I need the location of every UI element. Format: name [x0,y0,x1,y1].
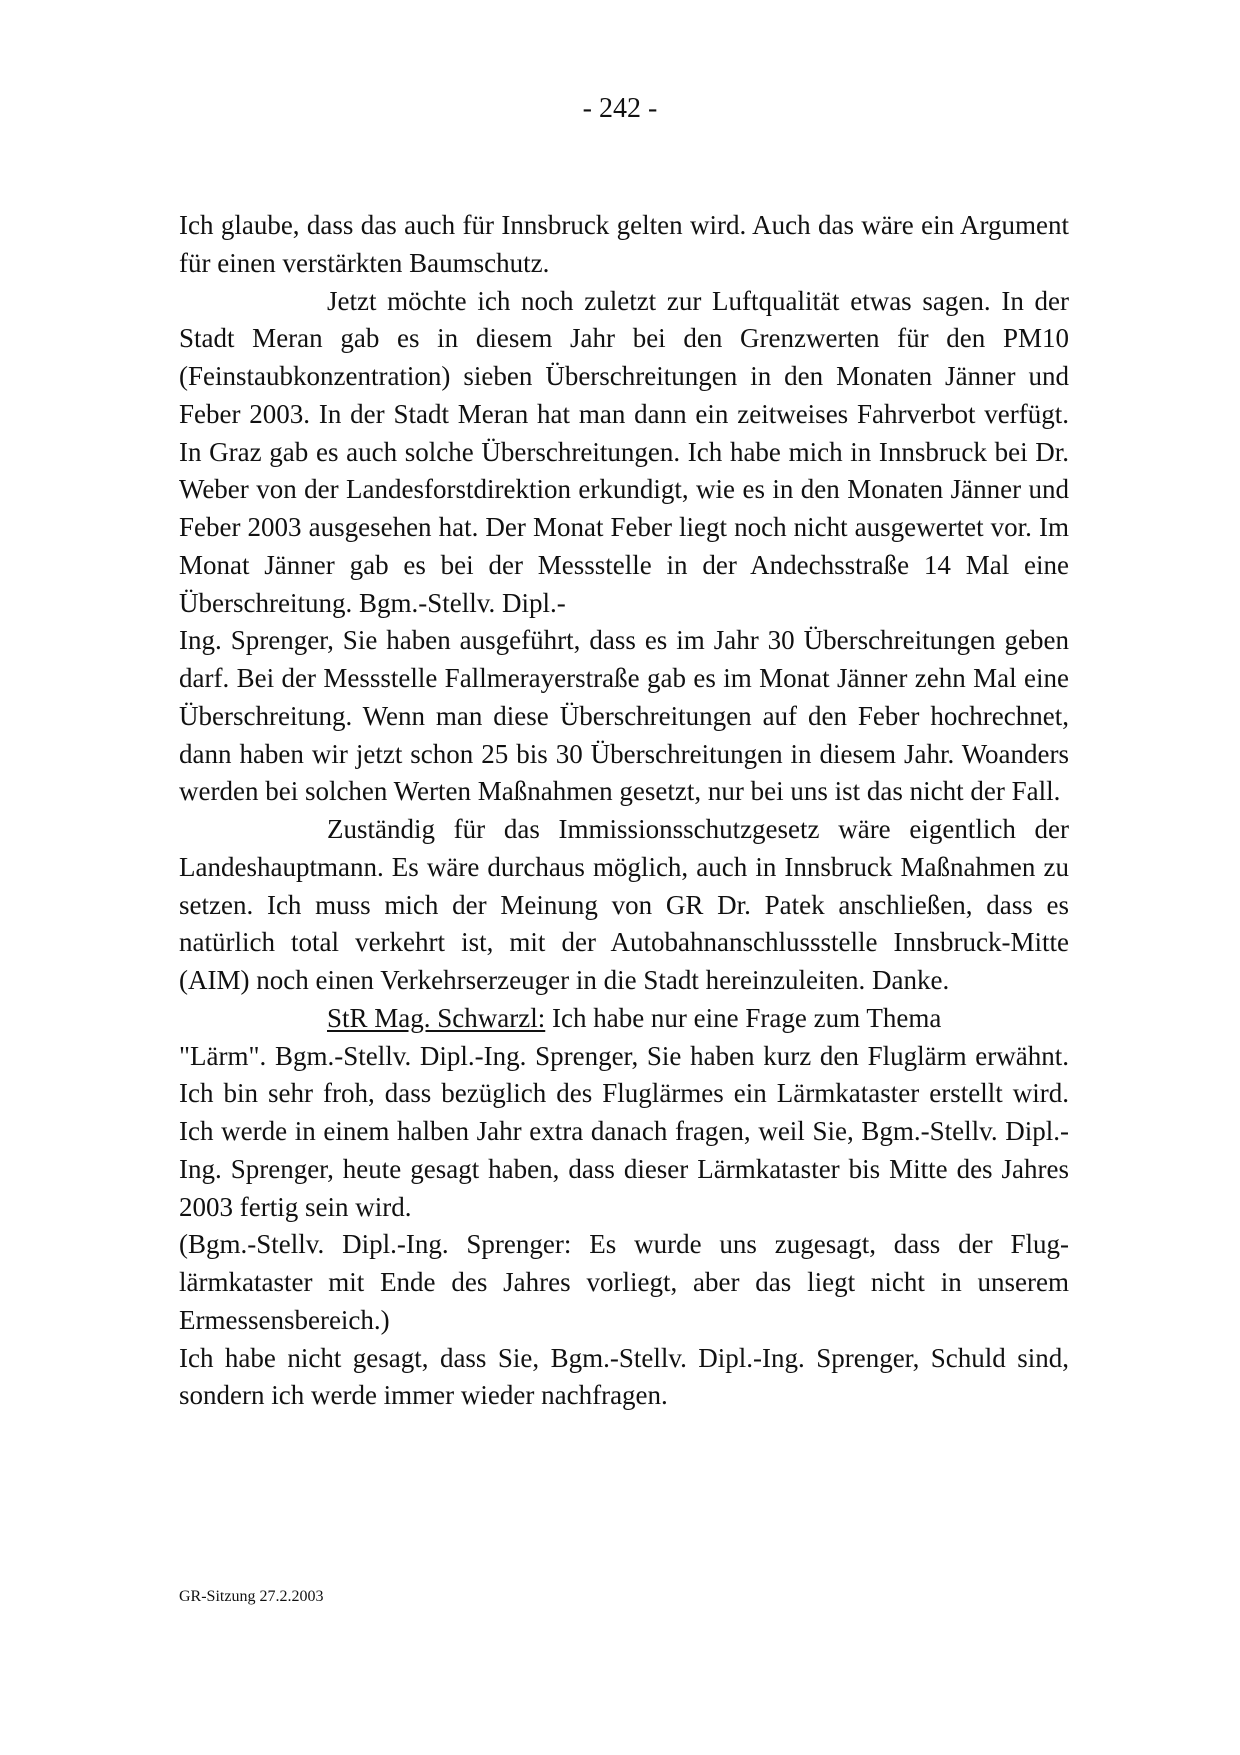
document-body [179,207,1069,1415]
speaker-name: StR Mag. Schwarzl: [327,1002,546,1033]
paragraph-ueberschreitungen: Ing. Sprenger, Sie haben ausgeführt, dass es im Jahr 30 Überschreitungen geben darf. Bei der Messstelle Fallmerayerstraße gab es im Monat Jänner zehn Mal eine Überschreitung. Wenn man diese Überschreitungen auf den Feber hochrechnet, dann haben wir jetzt schon 25 bis 30 Überschreitungen in diesem Jahr. Woanders werden bei solchen Werten Maßnahmen gesetzt, nur bei uns ist das nicht der Fall. [179,625,1069,807]
speaker-intro-text: Ich habe nur eine Frage zum Thema [545,1002,942,1033]
paragraph-laerm: "Lärm". Bgm.-Stellv. Dipl.-Ing. Sprenger, Sie haben kurz den Fluglärm erwähnt. Ich bin sehr froh, dass bezüglich des Fluglärmes ein Lärmkataster erstellt wird. Ich werde in einem halben Jahr extra danach fragen, weil Sie, Bgm.-Stellv. Dipl.-Ing. Sprenger, heute gesagt haben, dass dieser Lärmkataster bis Mitte des Jahres 2003 fertig sein wird. [179,1040,1069,1222]
paragraph-baumschutz: Ich glaube, dass das auch für Innsbruck gelten wird. Auch das wäre ein Argument für einen verstärkten Baumschutz. [179,210,1069,278]
paragraph-luftqualitaet: Jetzt möchte ich noch zuletzt zur Luftqualität etwas sagen. In der Stadt Meran gab es in diesem Jahr bei den Grenzwerten für den PM10 (Feinstaubkonzentration) sieben Überschreitungen in den Monaten Jänner und Feber 2003. In der Stadt Meran hat man dann ein zeitweises Fahrverbot verfügt. In Graz gab es auch solche Überschreitungen. Ich habe mich in Innsbruck bei Dr. Weber von der Landesforstdirektion erkundigt, wie es in den Monaten Jänner und Feber 2003 ausgesehen hat. Der Monat Feber liegt noch nicht ausgewertet vor. Im Monat Jänner gab es bei der Messstelle in der Andechsstraße 14 Mal eine Überschreitung. Bgm.-Stellv. Dipl.- [179,285,1069,618]
paragraph-speaker-intro [179,1000,1069,1038]
paragraph-immissionsschutz: Zuständig für das Immissionsschutzgesetz wäre eigentlich der Landeshauptmann. Es wäre durchaus möglich, auch in Innsbruck Maßnahmen zu setzen. Ich muss mich der Meinung von GR Dr. Patek anschließen, dass es natürlich total verkehrt ist, mit der Autobahnanschlussstelle Innsbruck-Mitte (AIM) noch einen Verkehrserzeuger in die Stadt hereinzuleiten. Danke. [179,814,1069,995]
paragraph-zwischenruf: (Bgm.-Stellv. Dipl.-Ing. Sprenger: Es wurde uns zugesagt, dass der Fluglärmkataster mit Ende des Jahres vorliegt, aber das liegt nicht in unserem Ermessensbereich.) [179,1229,1069,1335]
footer-session-date: GR-Sitzung 27.2.2003 [179,1588,324,1605]
paragraph-nachfragen: Ich habe nicht gesagt, dass Sie, Bgm.-Stellv. Dipl.-Ing. Sprenger, Schuld sind, sondern ich werde immer wieder nachfragen. [179,1342,1069,1411]
page-number: - 242 - [582,93,658,124]
